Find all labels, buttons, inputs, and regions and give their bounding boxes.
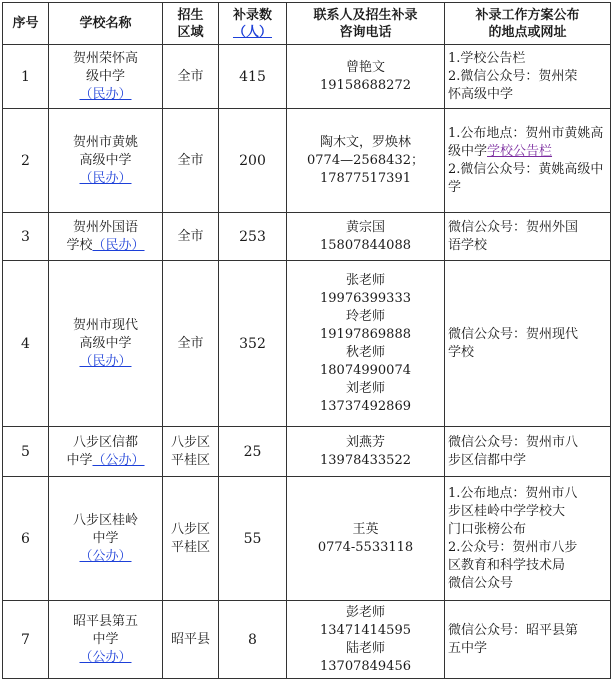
cell-seq: 1 bbox=[3, 45, 49, 109]
cell-contact: 曾艳文 19158688272 bbox=[287, 45, 445, 109]
school-tag: （公办） bbox=[79, 649, 132, 665]
cell-area: 八步区 平桂区 bbox=[163, 427, 219, 477]
header-notice: 补录工作方案公布 的地点或网址 bbox=[445, 3, 611, 45]
cell-school: 贺州外国语 学校（民办） bbox=[49, 213, 163, 261]
cell-contact: 黄宗国 15807844088 bbox=[287, 213, 445, 261]
cell-school: 八步区信都 中学（公办） bbox=[49, 427, 163, 477]
table-row bbox=[3, 45, 611, 109]
cell-school: 八步区桂岭 中学 （公办） bbox=[49, 477, 163, 601]
school-tag: （民办） bbox=[79, 353, 132, 369]
cell-seq: 6 bbox=[3, 477, 49, 601]
cell-contact: 王英 0774-5533118 bbox=[287, 477, 445, 601]
cell-area: 全市 bbox=[163, 261, 219, 427]
header-contact: 联系人及招生补录 咨询电话 bbox=[287, 3, 445, 45]
cell-area: 全市 bbox=[163, 109, 219, 213]
cell-seq: 4 bbox=[3, 261, 49, 427]
table-row bbox=[3, 109, 611, 213]
header-seq: 序号 bbox=[3, 3, 49, 45]
header-area: 招生 区域 bbox=[163, 3, 219, 45]
header-count: 补录数 （人） bbox=[219, 3, 287, 45]
cell-count: 352 bbox=[219, 261, 287, 427]
school-tag: （公办） bbox=[79, 548, 132, 564]
cell-area: 全市 bbox=[163, 213, 219, 261]
cell-count: 415 bbox=[219, 45, 287, 109]
cell-notice: 1.学校公告栏 2.微信公众号：贺州荣 怀高级中学 bbox=[445, 45, 611, 109]
cell-notice: 微信公众号：昭平县第 五中学 bbox=[445, 601, 611, 679]
cell-contact: 彭老师 13471414595 陆老师 13707849456 bbox=[287, 601, 445, 679]
school-tag: （公办） bbox=[92, 452, 145, 468]
cell-contact: 刘燕芳 13978433522 bbox=[287, 427, 445, 477]
table-row bbox=[3, 261, 611, 427]
cell-count: 25 bbox=[219, 427, 287, 477]
cell-school: 昭平县第五 中学 （公办） bbox=[49, 601, 163, 679]
cell-count: 200 bbox=[219, 109, 287, 213]
cell-seq: 7 bbox=[3, 601, 49, 679]
table-row bbox=[3, 477, 611, 601]
school-tag: （民办） bbox=[92, 237, 145, 253]
table-row bbox=[3, 601, 611, 679]
cell-notice: 1.公布地点：贺州市黄姚高级中学学校公告栏 2.微信公众号：黄姚高级中学 bbox=[445, 109, 611, 213]
header-row bbox=[3, 3, 611, 45]
cell-count: 8 bbox=[219, 601, 287, 679]
cell-school: 贺州市黄姚 高级中学 （民办） bbox=[49, 109, 163, 213]
cell-school: 贺州市现代 高级中学 （民办） bbox=[49, 261, 163, 427]
cell-count: 55 bbox=[219, 477, 287, 601]
cell-notice: 微信公众号：贺州外国 语学校 bbox=[445, 213, 611, 261]
school-tag: （民办） bbox=[79, 170, 132, 186]
enrollment-table bbox=[2, 2, 611, 679]
cell-notice: 微信公众号：贺州市八 步区信都中学 bbox=[445, 427, 611, 477]
cell-area: 八步区 平桂区 bbox=[163, 477, 219, 601]
cell-area: 昭平县 bbox=[163, 601, 219, 679]
cell-contact: 陶木文，罗焕林 0774—2568432； 17877517391 bbox=[287, 109, 445, 213]
table-row bbox=[3, 213, 611, 261]
table-row bbox=[3, 427, 611, 477]
cell-notice: 1.公布地点：贺州市八 步区桂岭中学学校大 门口张榜公布 2.公众号：贺州市八步 区教育和科学技术局 微信公众号 bbox=[445, 477, 611, 601]
school-tag: （民办） bbox=[79, 86, 132, 102]
cell-notice: 微信公众号：贺州现代 学校 bbox=[445, 261, 611, 427]
cell-school: 贺州荣怀高 级中学 （民办） bbox=[49, 45, 163, 109]
school-notice-link[interactable]: 学校公告栏 bbox=[487, 143, 553, 159]
cell-seq: 5 bbox=[3, 427, 49, 477]
cell-seq: 2 bbox=[3, 109, 49, 213]
header-school: 学校名称 bbox=[49, 3, 163, 45]
cell-seq: 3 bbox=[3, 213, 49, 261]
cell-area: 全市 bbox=[163, 45, 219, 109]
cell-contact: 张老师 19976399333 玲老师 19197869888 秋老师 18074990074 刘老师 13737492869 bbox=[287, 261, 445, 427]
cell-count: 253 bbox=[219, 213, 287, 261]
